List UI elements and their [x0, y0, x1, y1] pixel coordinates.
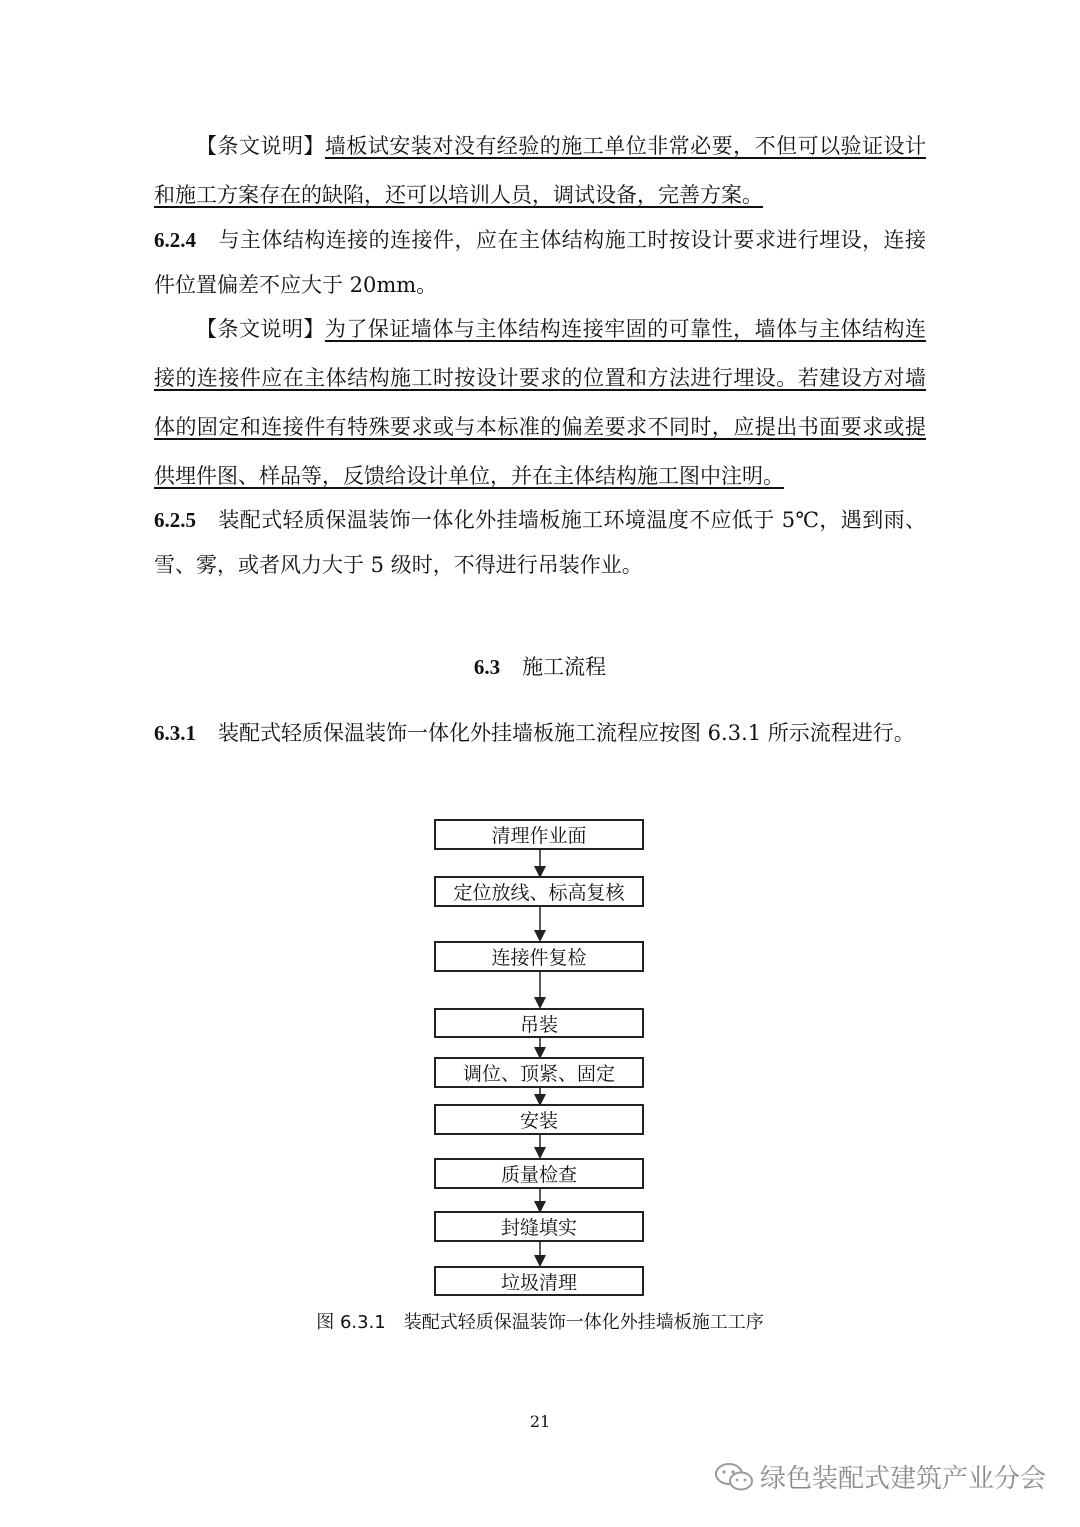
clause-number: 6.2.4	[154, 228, 196, 252]
section-number: 6.3	[473, 655, 501, 679]
clause-text: 与主体结构连接的连接件，应在主体结构施工时按设计要求进行埋设，连接件位置偏差不应大于 20mm。	[154, 228, 926, 297]
flow-step-5: 调位、顶紧、固定	[434, 1057, 644, 1088]
clause-text: 装配式轻质保温装饰一体化外挂墙板施工环境温度不应低于 5℃，遇到雨、雪、雾，或者风力大于 5 级时，不得进行吊装作业。	[154, 508, 926, 577]
note-tag: 【条文说明】	[196, 134, 325, 158]
clause-6-2-5	[154, 498, 926, 588]
clause-number: 6.2.5	[154, 508, 196, 532]
wechat-icon	[714, 1461, 754, 1493]
section-title: 施工流程	[522, 655, 607, 679]
flow-step-4: 吊装	[434, 1008, 644, 1038]
page-number: 21	[529, 1412, 551, 1431]
note-text: 为了保证墙体与主体结构连接牢固的可靠性，墙体与主体结构连接的连接件应在主体结构施工时按设计要求的位置和方法进行埋设。若建设方对墙体的固定和连接件有特殊要求或与本标准的偏差要求不同时，应提出书面要求或提供埋件图、样品等，反馈给设计单位，并在主体结构施工图中注明。	[154, 317, 927, 488]
clause-6-3-1	[154, 711, 926, 756]
flow-step-8: 封缝填实	[434, 1211, 644, 1242]
figure-caption: 图 6.3.1 装配式轻质保温装饰一体化外挂墙板施工工序	[316, 1312, 764, 1333]
flow-step-1: 清理作业面	[434, 819, 644, 850]
flow-step-2: 定位放线、标高复核	[434, 876, 644, 907]
note-text: 墙板试安装对没有经验的施工单位非常必要，不但可以验证设计和施工方案存在的缺陷，还可以培训人员，调试设备，完善方案。	[154, 134, 927, 207]
clause-text: 装配式轻质保温装饰一体化外挂墙板施工流程应按图 6.3.1 所示流程进行。	[218, 721, 915, 745]
flow-step-3: 连接件复检	[434, 941, 644, 972]
section-heading	[0, 652, 1080, 682]
flow-step-6: 安装	[434, 1104, 644, 1135]
clause-6-2-4	[154, 218, 926, 308]
watermark	[714, 1458, 1046, 1495]
clause-note-2	[154, 305, 926, 501]
flow-step-7: 质量检查	[434, 1158, 644, 1189]
note-tag: 【条文说明】	[196, 317, 325, 341]
clause-number: 6.3.1	[154, 721, 196, 745]
flow-step-9: 垃圾清理	[434, 1266, 644, 1296]
watermark-text: 绿色装配式建筑产业分会	[759, 1464, 1046, 1494]
clause-note-1	[154, 122, 926, 220]
